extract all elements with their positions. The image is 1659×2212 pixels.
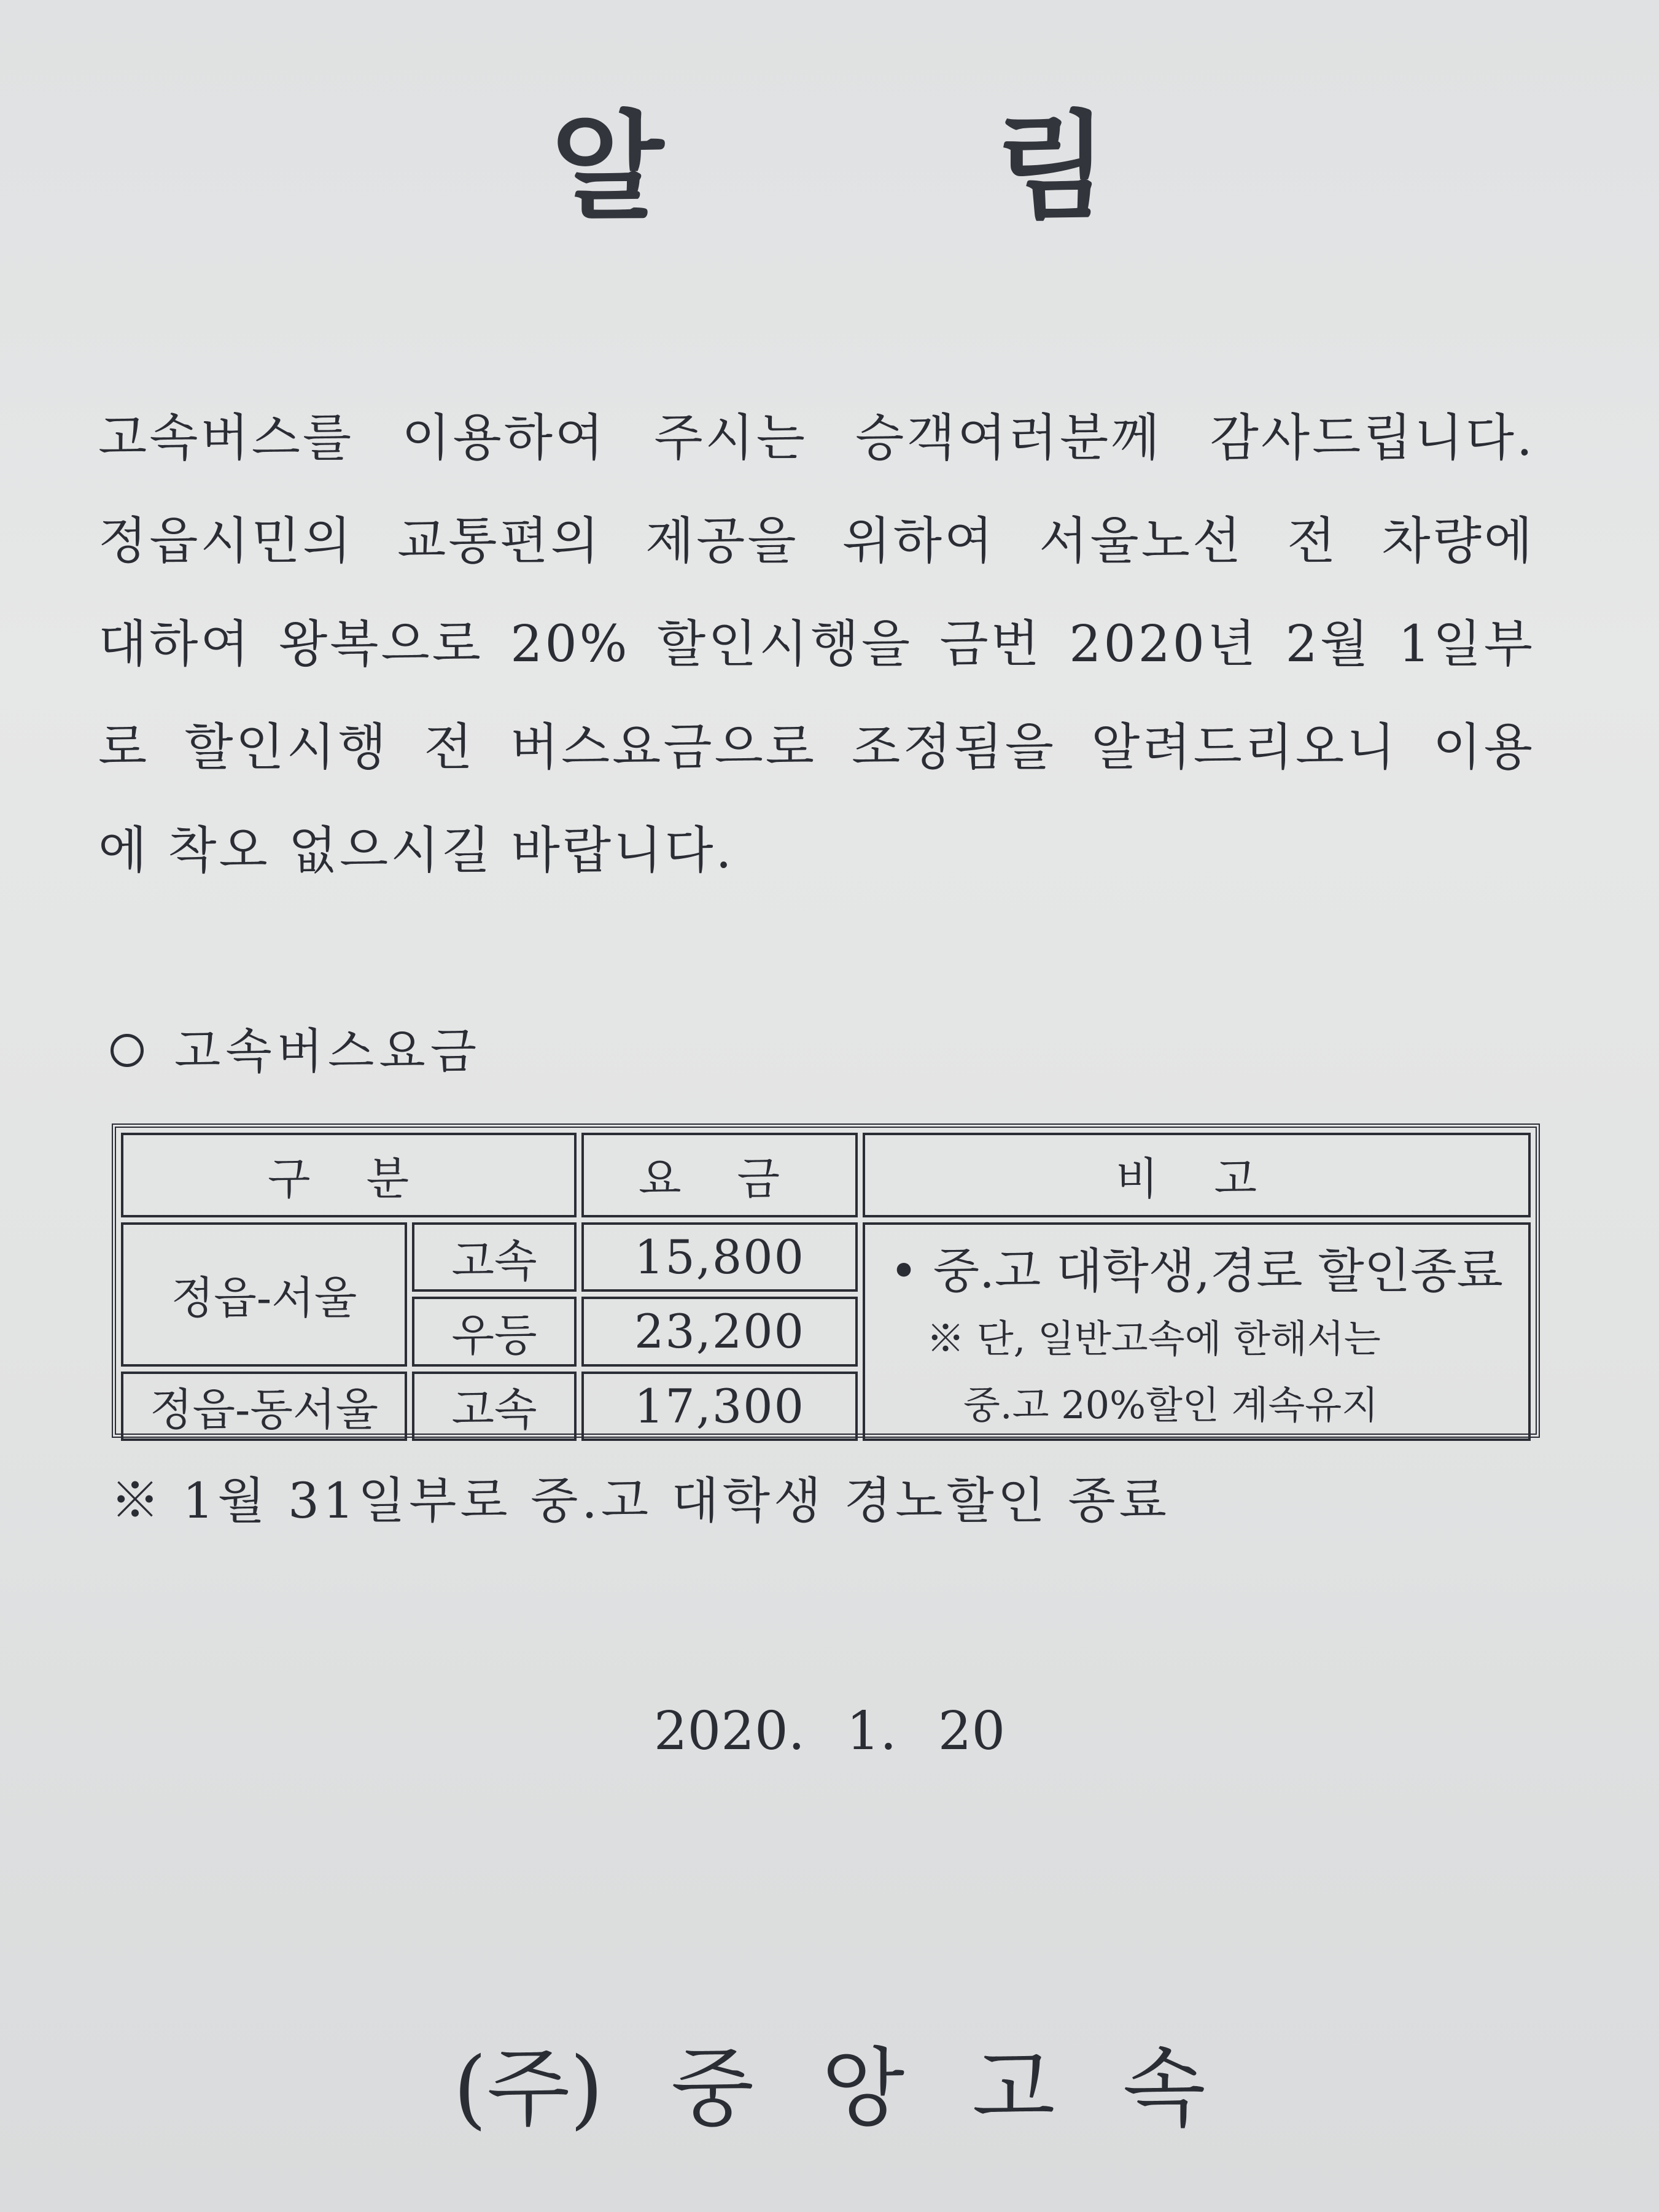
grade-cell: 고속 xyxy=(412,1222,577,1292)
grade-cell: 우등 xyxy=(412,1297,577,1366)
grade-cell: 고속 xyxy=(412,1372,577,1441)
remark-cell xyxy=(863,1222,1531,1441)
header-category: 구 분 xyxy=(121,1133,577,1217)
remark-line: • 중.고 대학생,경로 할인종료 xyxy=(890,1244,1503,1299)
body-line: 정읍시민의 교통편의 제공을 위하여 서울노선 전 차량에 xyxy=(98,512,1535,570)
notice-title xyxy=(0,74,1659,241)
header-fare: 요 금 xyxy=(581,1133,858,1217)
body-line: 로 할인시행 전 버스요금으로 조정됨을 알려드리오니 이용 xyxy=(98,718,1535,777)
discount-end-note: ※ 1월 31일부로 중.고 대학생 경노할인 종료 xyxy=(111,1472,1170,1529)
table-row xyxy=(121,1222,1531,1292)
company-part: 중 xyxy=(670,2039,754,2139)
company-part: 속 xyxy=(1122,2039,1206,2139)
body-line: 대하여 왕복으로 20% 할인시행을 금번 2020년 2월 1일부 xyxy=(98,615,1535,673)
header-remark: 비 고 xyxy=(863,1133,1531,1217)
company-part: 앙 xyxy=(821,2039,905,2139)
route-cell: 정읍-서울 xyxy=(121,1222,407,1367)
fare-section-label xyxy=(111,1013,481,1082)
section-label-text: 고속버스요금 xyxy=(174,1024,482,1079)
company-name xyxy=(0,2020,1659,2143)
circle-bullet-icon xyxy=(111,1034,144,1067)
notice-date: 2020. 1. 20 xyxy=(653,1701,1006,1762)
company-part: (주) xyxy=(453,2039,604,2139)
remark-line: 중.고 20%할인 계속유지 xyxy=(963,1383,1379,1427)
fare-cell: 15,800 xyxy=(581,1222,858,1292)
remark-line: ※ 단, 일반고속에 한해서는 xyxy=(927,1316,1381,1361)
company-part: 고 xyxy=(972,2039,1055,2139)
fare-cell: 23,200 xyxy=(581,1297,858,1366)
table-header-row xyxy=(121,1133,1531,1217)
title-char: 알 xyxy=(551,98,664,235)
fare-cell: 17,300 xyxy=(581,1372,858,1441)
title-char: 림 xyxy=(995,98,1108,235)
fare-table xyxy=(112,1123,1540,1438)
notice-body xyxy=(98,387,1535,902)
body-line: 고속버스를 이용하여 주시는 승객여러분께 감사드립니다. xyxy=(98,409,1535,467)
body-line: 에 착오 없으시길 바랍니다. xyxy=(98,821,734,880)
route-cell: 정읍-동서울 xyxy=(121,1372,407,1441)
